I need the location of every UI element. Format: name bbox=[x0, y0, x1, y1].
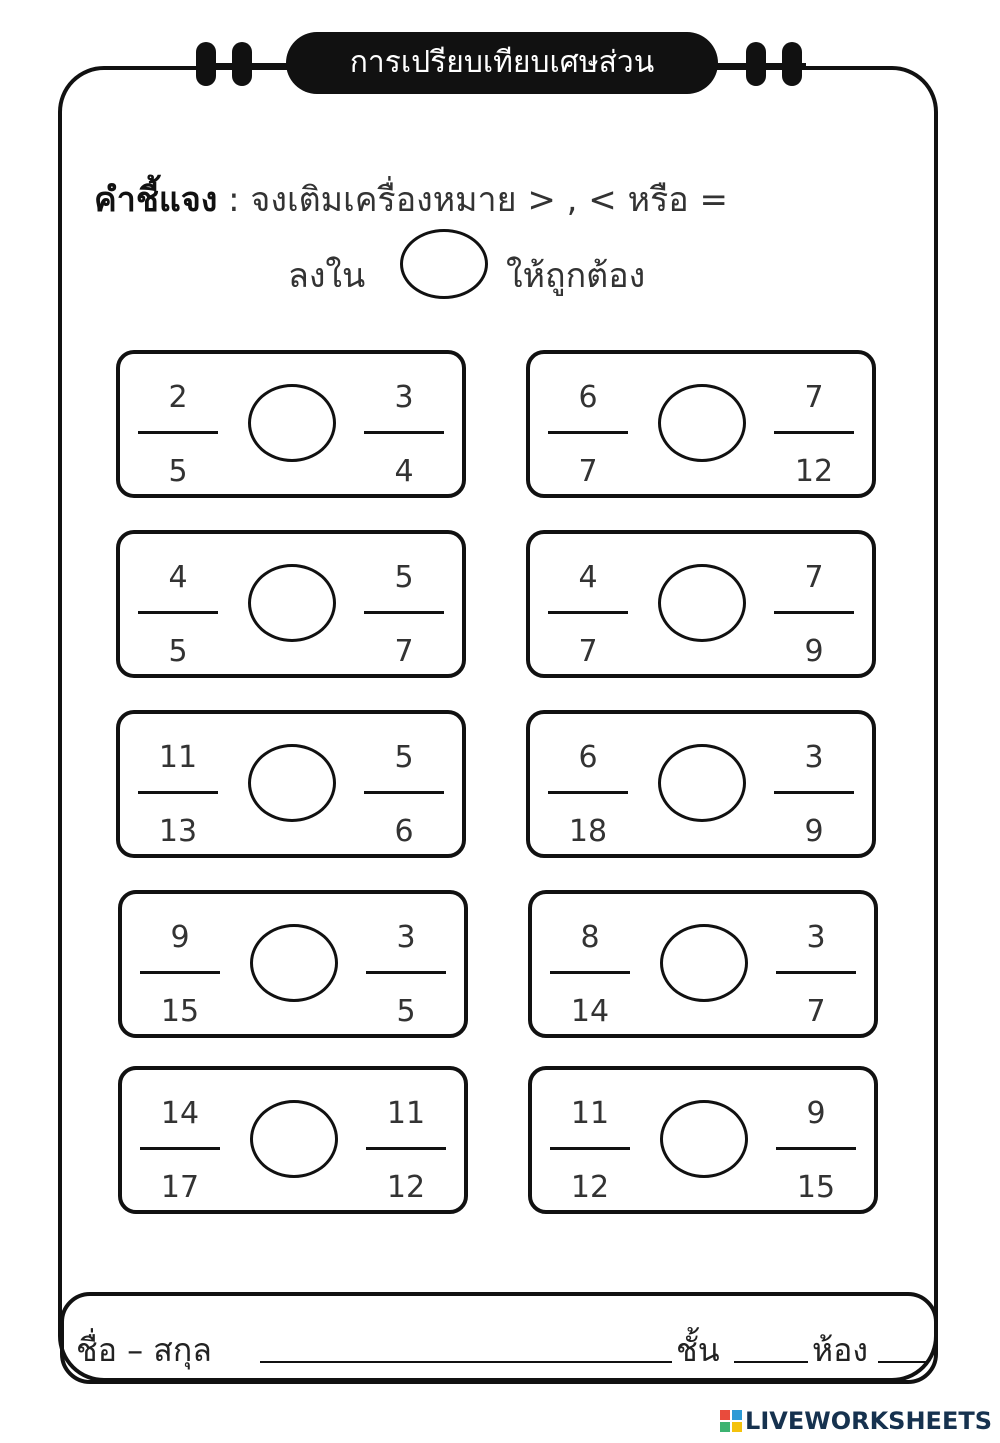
left-fraction bbox=[138, 354, 218, 494]
answer-circle[interactable] bbox=[248, 564, 336, 642]
fraction-bar bbox=[774, 791, 854, 794]
numerator: 3 bbox=[394, 380, 414, 415]
left-fraction bbox=[140, 894, 220, 1034]
answer-circle[interactable] bbox=[658, 564, 746, 642]
class-input-line[interactable] bbox=[734, 1361, 808, 1363]
denominator: 15 bbox=[160, 994, 200, 1029]
denominator: 7 bbox=[578, 634, 598, 669]
denominator: 6 bbox=[394, 814, 414, 849]
numerator: 5 bbox=[394, 740, 414, 775]
instructions-label: คำชี้แจง bbox=[94, 180, 218, 220]
numerator: 9 bbox=[170, 920, 190, 955]
fraction-bar bbox=[364, 791, 444, 794]
instructions-text: : จงเติมเครื่องหมาย > , < หรือ = bbox=[217, 180, 728, 220]
denominator: 5 bbox=[168, 634, 188, 669]
denominator: 4 bbox=[394, 454, 414, 489]
numerator: 5 bbox=[394, 560, 414, 595]
denominator: 5 bbox=[168, 454, 188, 489]
decor-dot bbox=[746, 42, 766, 86]
fraction-bar bbox=[364, 431, 444, 434]
fraction-bar bbox=[550, 971, 630, 974]
numerator: 4 bbox=[168, 560, 188, 595]
problem-card-4 bbox=[526, 530, 876, 678]
denominator: 7 bbox=[578, 454, 598, 489]
fraction-bar bbox=[366, 1147, 446, 1150]
denominator: 12 bbox=[386, 1170, 426, 1205]
left-fraction bbox=[548, 354, 628, 494]
denominator: 9 bbox=[804, 634, 824, 669]
fraction-bar bbox=[774, 431, 854, 434]
sample-circle bbox=[400, 229, 488, 299]
right-fraction bbox=[366, 894, 446, 1034]
numerator: 8 bbox=[580, 920, 600, 955]
problem-card-6 bbox=[526, 710, 876, 858]
room-label: ห้อง bbox=[812, 1331, 868, 1369]
left-fraction bbox=[548, 534, 628, 674]
fraction-bar bbox=[138, 791, 218, 794]
fraction-bar bbox=[548, 431, 628, 434]
left-fraction bbox=[138, 534, 218, 674]
answer-circle[interactable] bbox=[250, 924, 338, 1002]
numerator: 3 bbox=[806, 920, 826, 955]
denominator: 12 bbox=[570, 1170, 610, 1205]
decor-dot bbox=[232, 42, 252, 86]
fraction-bar bbox=[140, 1147, 220, 1150]
brand-logo bbox=[720, 1407, 992, 1435]
fraction-bar bbox=[550, 1147, 630, 1150]
numerator: 4 bbox=[578, 560, 598, 595]
denominator: 18 bbox=[568, 814, 608, 849]
right-fraction bbox=[774, 354, 854, 494]
fraction-bar bbox=[774, 611, 854, 614]
fraction-bar bbox=[364, 611, 444, 614]
numerator: 2 bbox=[168, 380, 188, 415]
page-title: การเปรียบเทียบเศษส่วน bbox=[286, 32, 718, 94]
denominator: 5 bbox=[396, 994, 416, 1029]
numerator: 3 bbox=[804, 740, 824, 775]
denominator: 14 bbox=[570, 994, 610, 1029]
left-fraction bbox=[550, 1070, 630, 1210]
answer-circle[interactable] bbox=[248, 744, 336, 822]
numerator: 7 bbox=[804, 560, 824, 595]
answer-circle[interactable] bbox=[250, 1100, 338, 1178]
problem-card-2 bbox=[526, 350, 876, 498]
left-fraction bbox=[140, 1070, 220, 1210]
class-label: ชั้น bbox=[676, 1331, 720, 1369]
problem-card-7 bbox=[118, 890, 468, 1038]
name-label: ชื่อ – สกุล bbox=[76, 1331, 212, 1369]
left-fraction bbox=[550, 894, 630, 1034]
fraction-bar bbox=[138, 611, 218, 614]
answer-circle[interactable] bbox=[658, 744, 746, 822]
decor-dot bbox=[782, 42, 802, 86]
fraction-bar bbox=[548, 611, 628, 614]
right-fraction bbox=[364, 534, 444, 674]
denominator: 17 bbox=[160, 1170, 200, 1205]
numerator: 9 bbox=[806, 1096, 826, 1131]
denominator: 9 bbox=[804, 814, 824, 849]
room-input-line[interactable] bbox=[878, 1361, 928, 1363]
denominator: 15 bbox=[796, 1170, 836, 1205]
answer-circle[interactable] bbox=[658, 384, 746, 462]
decor-dot bbox=[196, 42, 216, 86]
numerator: 11 bbox=[570, 1096, 610, 1131]
answer-circle[interactable] bbox=[248, 384, 336, 462]
fraction-bar bbox=[776, 971, 856, 974]
instructions-line2-after: ให้ถูกต้อง bbox=[506, 256, 646, 296]
right-fraction bbox=[776, 894, 856, 1034]
fraction-bar bbox=[366, 971, 446, 974]
problem-card-9 bbox=[118, 1066, 468, 1214]
problem-card-8 bbox=[528, 890, 878, 1038]
denominator: 7 bbox=[806, 994, 826, 1029]
problem-card-3 bbox=[116, 530, 466, 678]
brand-text: LIVEWORKSHEETS bbox=[745, 1407, 992, 1435]
right-fraction bbox=[776, 1070, 856, 1210]
fraction-bar bbox=[548, 791, 628, 794]
numerator: 11 bbox=[386, 1096, 426, 1131]
problem-card-1 bbox=[116, 350, 466, 498]
numerator: 6 bbox=[578, 740, 598, 775]
denominator: 13 bbox=[158, 814, 198, 849]
denominator: 7 bbox=[394, 634, 414, 669]
numerator: 6 bbox=[578, 380, 598, 415]
fraction-bar bbox=[140, 971, 220, 974]
fraction-bar bbox=[138, 431, 218, 434]
right-fraction bbox=[366, 1070, 446, 1210]
denominator: 12 bbox=[794, 454, 834, 489]
answer-circle[interactable] bbox=[660, 1100, 748, 1178]
problem-card-5 bbox=[116, 710, 466, 858]
fraction-bar bbox=[776, 1147, 856, 1150]
liveworksheets-icon bbox=[720, 1410, 742, 1432]
right-fraction bbox=[774, 714, 854, 854]
answer-circle[interactable] bbox=[660, 924, 748, 1002]
left-fraction bbox=[138, 714, 218, 854]
right-fraction bbox=[364, 714, 444, 854]
left-fraction bbox=[548, 714, 628, 854]
name-input-line[interactable] bbox=[260, 1361, 672, 1363]
instructions-line2-before: ลงใน bbox=[288, 256, 366, 296]
right-fraction bbox=[364, 354, 444, 494]
problem-card-10 bbox=[528, 1066, 878, 1214]
right-fraction bbox=[774, 534, 854, 674]
numerator: 3 bbox=[396, 920, 416, 955]
numerator: 11 bbox=[158, 740, 198, 775]
instructions bbox=[94, 172, 728, 226]
numerator: 7 bbox=[804, 380, 824, 415]
numerator: 14 bbox=[160, 1096, 200, 1131]
